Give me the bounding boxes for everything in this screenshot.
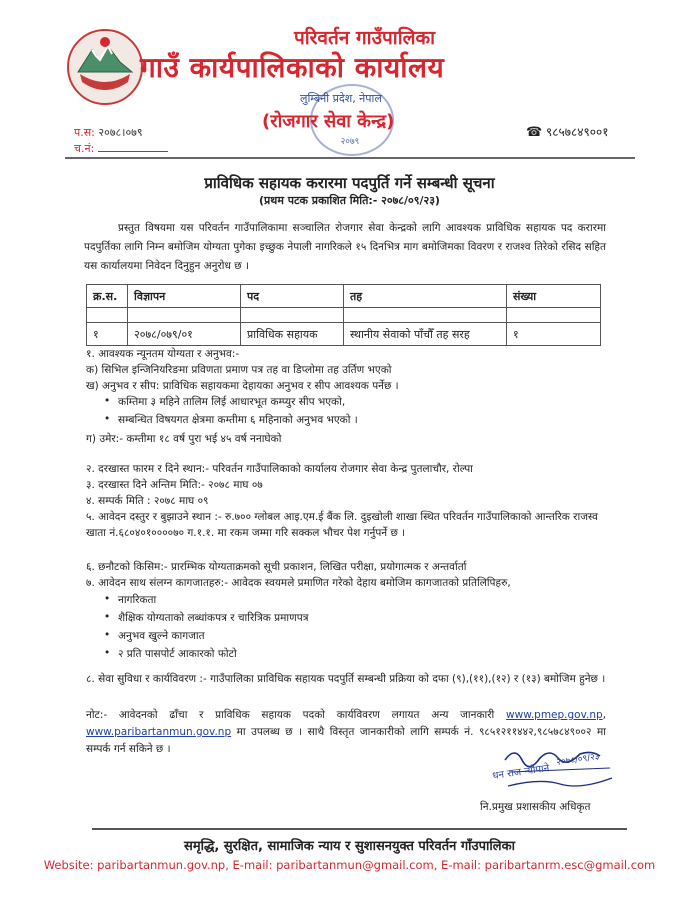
note-suffix: मा उपलब्ध छ । साथै विस्तृत जानकारीको लागि सम्पर्क नं. ९८५१२११४४२,९८५७८४९००२ मा सम्पर्क गर्न सकिने छ । [86,726,606,755]
footer-slogan: समृद्धि, सुरक्षित, सामाजिक न्याय र सुशासनयुक्त परिवर्तन गाँउपालिका [184,839,515,854]
requirements-heading: १. आवश्यक न्यूनतम योग्यता र अनुभव:- [86,348,240,360]
list-item: • अनुभव खुल्ने कागजात [118,629,205,643]
requirement-a: क) सिभिल इन्जिनियरिङमा प्रविणता प्रमाण पत्र तह वा डिप्लोमा तह उर्तिण भएको [86,364,392,376]
table-cell: प्राविधिक सहायक [241,323,344,346]
requirement-b: ख) अनुभव र सीप: प्राविधिक सहायकमा देहायका अनुभव र सीप आवश्यक पर्नेछ । [86,380,399,392]
footer-contact: Website: paribartanmun.gov.np, E-mail: paribartanmun@gmail.com, E-mail: paribartanrm.esc@gmail.com [43,858,656,872]
list-item: • कम्तिमा ३ महिने तालिम लिई आधारभूत कम्प्युर सीप भएको, [118,395,345,409]
detail-item-4: ४. सम्पर्क मिति : २०७८ माघ ०९ [86,495,209,507]
phone-icon: ☎ [526,125,543,140]
detail-item-5: ५. आवेदन दस्तुर र बुझाउने स्थान :- रु.७०० ग्लोबल आइ.एम.ई बैंक लि. दुइखोली शाखा स्थित परिवर्तन गाउँपालिकाको आन्तरिक राजस्व खाता नं.६८०४०१००००७० ग.१.१. मा रकम जम्मा गरि सक्कल भौचर पेश गर्नुपर्ने छ । [86,511,598,539]
footer-divider [92,828,627,830]
note-paragraph: नोट:- आवेदनको ढाँचा र प्राविधिक सहायक पदको कार्यविवरण लगायत अन्य जानकारी www.pmep.gov.np, www.paribartanmun.gov.np मा उपलब्ध छ । साथै विस्तृत जानकारीको लागि सम्पर्क नं. ९८५१२११४४२,९८५७८४९००२ मा सम्पर्क गर्न सकिने छ । [86,709,606,755]
signatory-title: नि.प्रमुख प्रशासकीय अधिकृत [480,801,591,813]
table-header-row [87,285,601,308]
signature-date-stamp: २०७८/०९/२३ [555,752,601,768]
table-header-cell: पद [241,285,344,308]
list-item: • नागरिकता [118,593,156,607]
dispatch-label: च.नं: [74,142,95,155]
table-header-cell: संख्या [507,285,601,308]
table-cell: स्थानीय सेवाको पाँचौँ तह सरह [344,323,507,346]
phone-value: ९८५७८४९००१ [546,125,609,139]
signature-name-stamp: धन राज न्यौपाने [491,763,551,782]
vacancy-table [86,284,601,346]
dispatch-number [74,141,168,156]
table-header-cell: तह [344,285,507,308]
municipality-name: परिवर्तन गाउँपालिका [293,27,436,49]
table-header-cell: विज्ञापन [128,285,241,308]
table-row [87,323,601,346]
header-divider [65,157,635,159]
note-prefix: नोट:- आवेदनको ढाँचा र प्राविधिक सहायक पदको कार्यविवरण लगायत अन्य जानकारी [86,709,507,721]
list-item: • सम्बन्धित विषयगत क्षेत्रमा कम्तीमा ६ महिनाको अनुभव भएको । [118,413,358,427]
detail-item-6: ६. छनौटको किसिम:- प्रारम्भिक योग्यताक्रमको सूची प्रकाशन, लिखित परीक्षा, प्रयोगात्मक र अन्तर्वार्ता [86,561,467,573]
pmep-link[interactable]: www.pmep.gov.np [506,709,603,721]
detail-item-3: ३. दरखास्त दिने अन्तिम मिति:- २०७८ माघ ०७ [86,479,263,491]
detail-item-7: ७. आवेदन साथ संलग्न कागजातहरु:- आवेदक स्वयमले प्रमाणित गरेको देहाय बमोजिम कागजातको प्रतिलिपिहरु, [86,577,511,589]
requirement-c: ग) उमेर:- कम्तीमा १८ वर्ष पुरा भई ४५ वर्ष ननाघेको [86,433,282,445]
reference-number [74,125,143,140]
ref-label: प.स: [74,126,95,139]
notice-subtitle: (प्रथम पटक प्रकाशित मिति:- २०७८/०९/२३) [259,194,440,207]
table-header-cell: क्र.स. [87,285,128,308]
list-item: • शैक्षिक योग्यताको लब्धांकपत्र र चारित्रिक प्रमाणपत्र [118,611,309,625]
phone-number [526,123,608,140]
municipality-link[interactable]: www.paribartanmun.gov.np [86,726,232,738]
province-line: लुम्बिनी प्रदेश, नेपाल [300,92,382,105]
office-name: गाउँ कार्यपालिकाको कार्यालय [140,51,445,84]
detail-item-8: ८. सेवा सुविधा र कार्यविवरण :- गाउँपालिका प्राविधिक सहायक पदपुर्ति सम्बन्धी प्रक्रिया को दफा (९),(११),(१२) र (१३) बमोजिम हुनेछ । [86,673,606,685]
notice-title: प्राविधिक सहायक करारमा पदपुर्ति गर्ने सम्बन्धी सूचना [204,174,495,192]
detail-item-2: २. दरखास्त फारम र दिने स्थान:- परिवर्तन गाउँपालिकाको कार्यालय रोजगार सेवा केन्द्र पुतलाचौर, रोल्पा [86,463,473,475]
stamp-text: २०७९ [340,137,360,147]
list-item: • २ प्रति पासपोर्ट आकारको फोटो [118,647,237,661]
table-cell: १ [87,323,128,346]
employment-center-label: (रोजगार सेवा केन्द्र) [262,111,395,132]
table-cell: २०७८/०७९/०१ [128,323,241,346]
ref-value: २०७८।०७९ [98,126,143,139]
notice-intro: प्रस्तुत विषयमा यस परिवर्तन गाउँपालिकामा सञ्चालित रोजगार सेवा केन्द्रको लागि आवश्यक प्राविधिक सहायक पद करारमा पदपुर्तिका लागि निम्न बमोजिम योग्यता पुगेका इच्छुक नेपाली नागरिकले १५ दिनभित्र माग बमोजिमका विवरण र राजश्व तिरेको रसिद सहित यस कार्यालयमा निवेदन दिनुहुन अनुरोध छ । [84,222,606,272]
table-cell: १ [507,323,601,346]
table-row [87,308,601,323]
